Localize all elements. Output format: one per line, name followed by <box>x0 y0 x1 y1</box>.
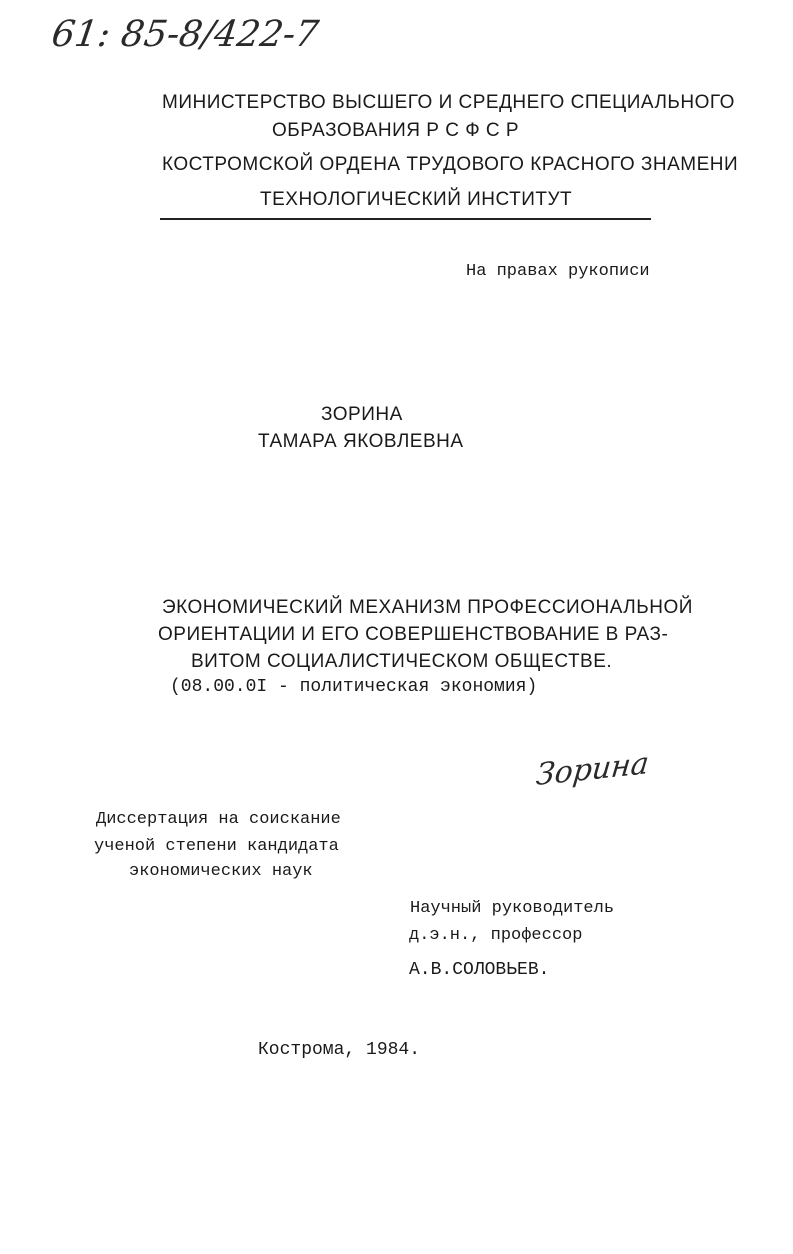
ministry-line-1: МИНИСТЕРСТВО ВЫСШЕГО И СРЕДНЕГО СПЕЦИАЛЬНОГО <box>162 92 735 113</box>
supervisor-name: А.В.СОЛОВЬЕВ. <box>409 960 550 980</box>
header-divider <box>160 218 651 220</box>
title-line-2: ОРИЕНТАЦИИ И ЕГО СОВЕРШЕНСТВОВАНИЕ В РАЗ- <box>158 624 669 645</box>
archive-number: 61: 85-8/422-7 <box>49 14 322 55</box>
place-year: Кострома, 1984. <box>258 1040 421 1060</box>
author-surname: ЗОРИНА <box>321 404 403 425</box>
title-line-1: ЭКОНОМИЧЕСКИЙ МЕХАНИЗМ ПРОФЕССИОНАЛЬНОЙ <box>162 597 693 618</box>
ministry-line-2: ОБРАЗОВАНИЯ Р С Ф С Р <box>272 120 520 141</box>
rights-note: На правах рукописи <box>466 262 650 281</box>
title-line-3: ВИТОМ СОЦИАЛИСТИЧЕСКОМ ОБЩЕСТВЕ. <box>191 651 613 672</box>
degree-line-1: Диссертация на соискание <box>96 810 341 829</box>
institute-line-1: КОСТРОМСКОЙ ОРДЕНА ТРУДОВОГО КРАСНОГО ЗНАМЕНИ <box>162 154 739 175</box>
degree-line-2: ученой степени кандидата <box>94 837 339 856</box>
institute-line-2: ТЕХНОЛОГИЧЕСКИЙ ИНСТИТУТ <box>260 189 573 210</box>
supervisor-credentials: д.э.н., профессор <box>409 926 583 945</box>
author-given-names: ТАМАРА ЯКОВЛЕВНА <box>258 431 464 452</box>
degree-line-3: экономических наук <box>129 862 313 881</box>
supervisor-role: Научный руководитель <box>410 899 615 918</box>
specialty-code: (08.00.0I - политическая экономия) <box>170 677 538 697</box>
signature: Зорина <box>534 745 651 794</box>
